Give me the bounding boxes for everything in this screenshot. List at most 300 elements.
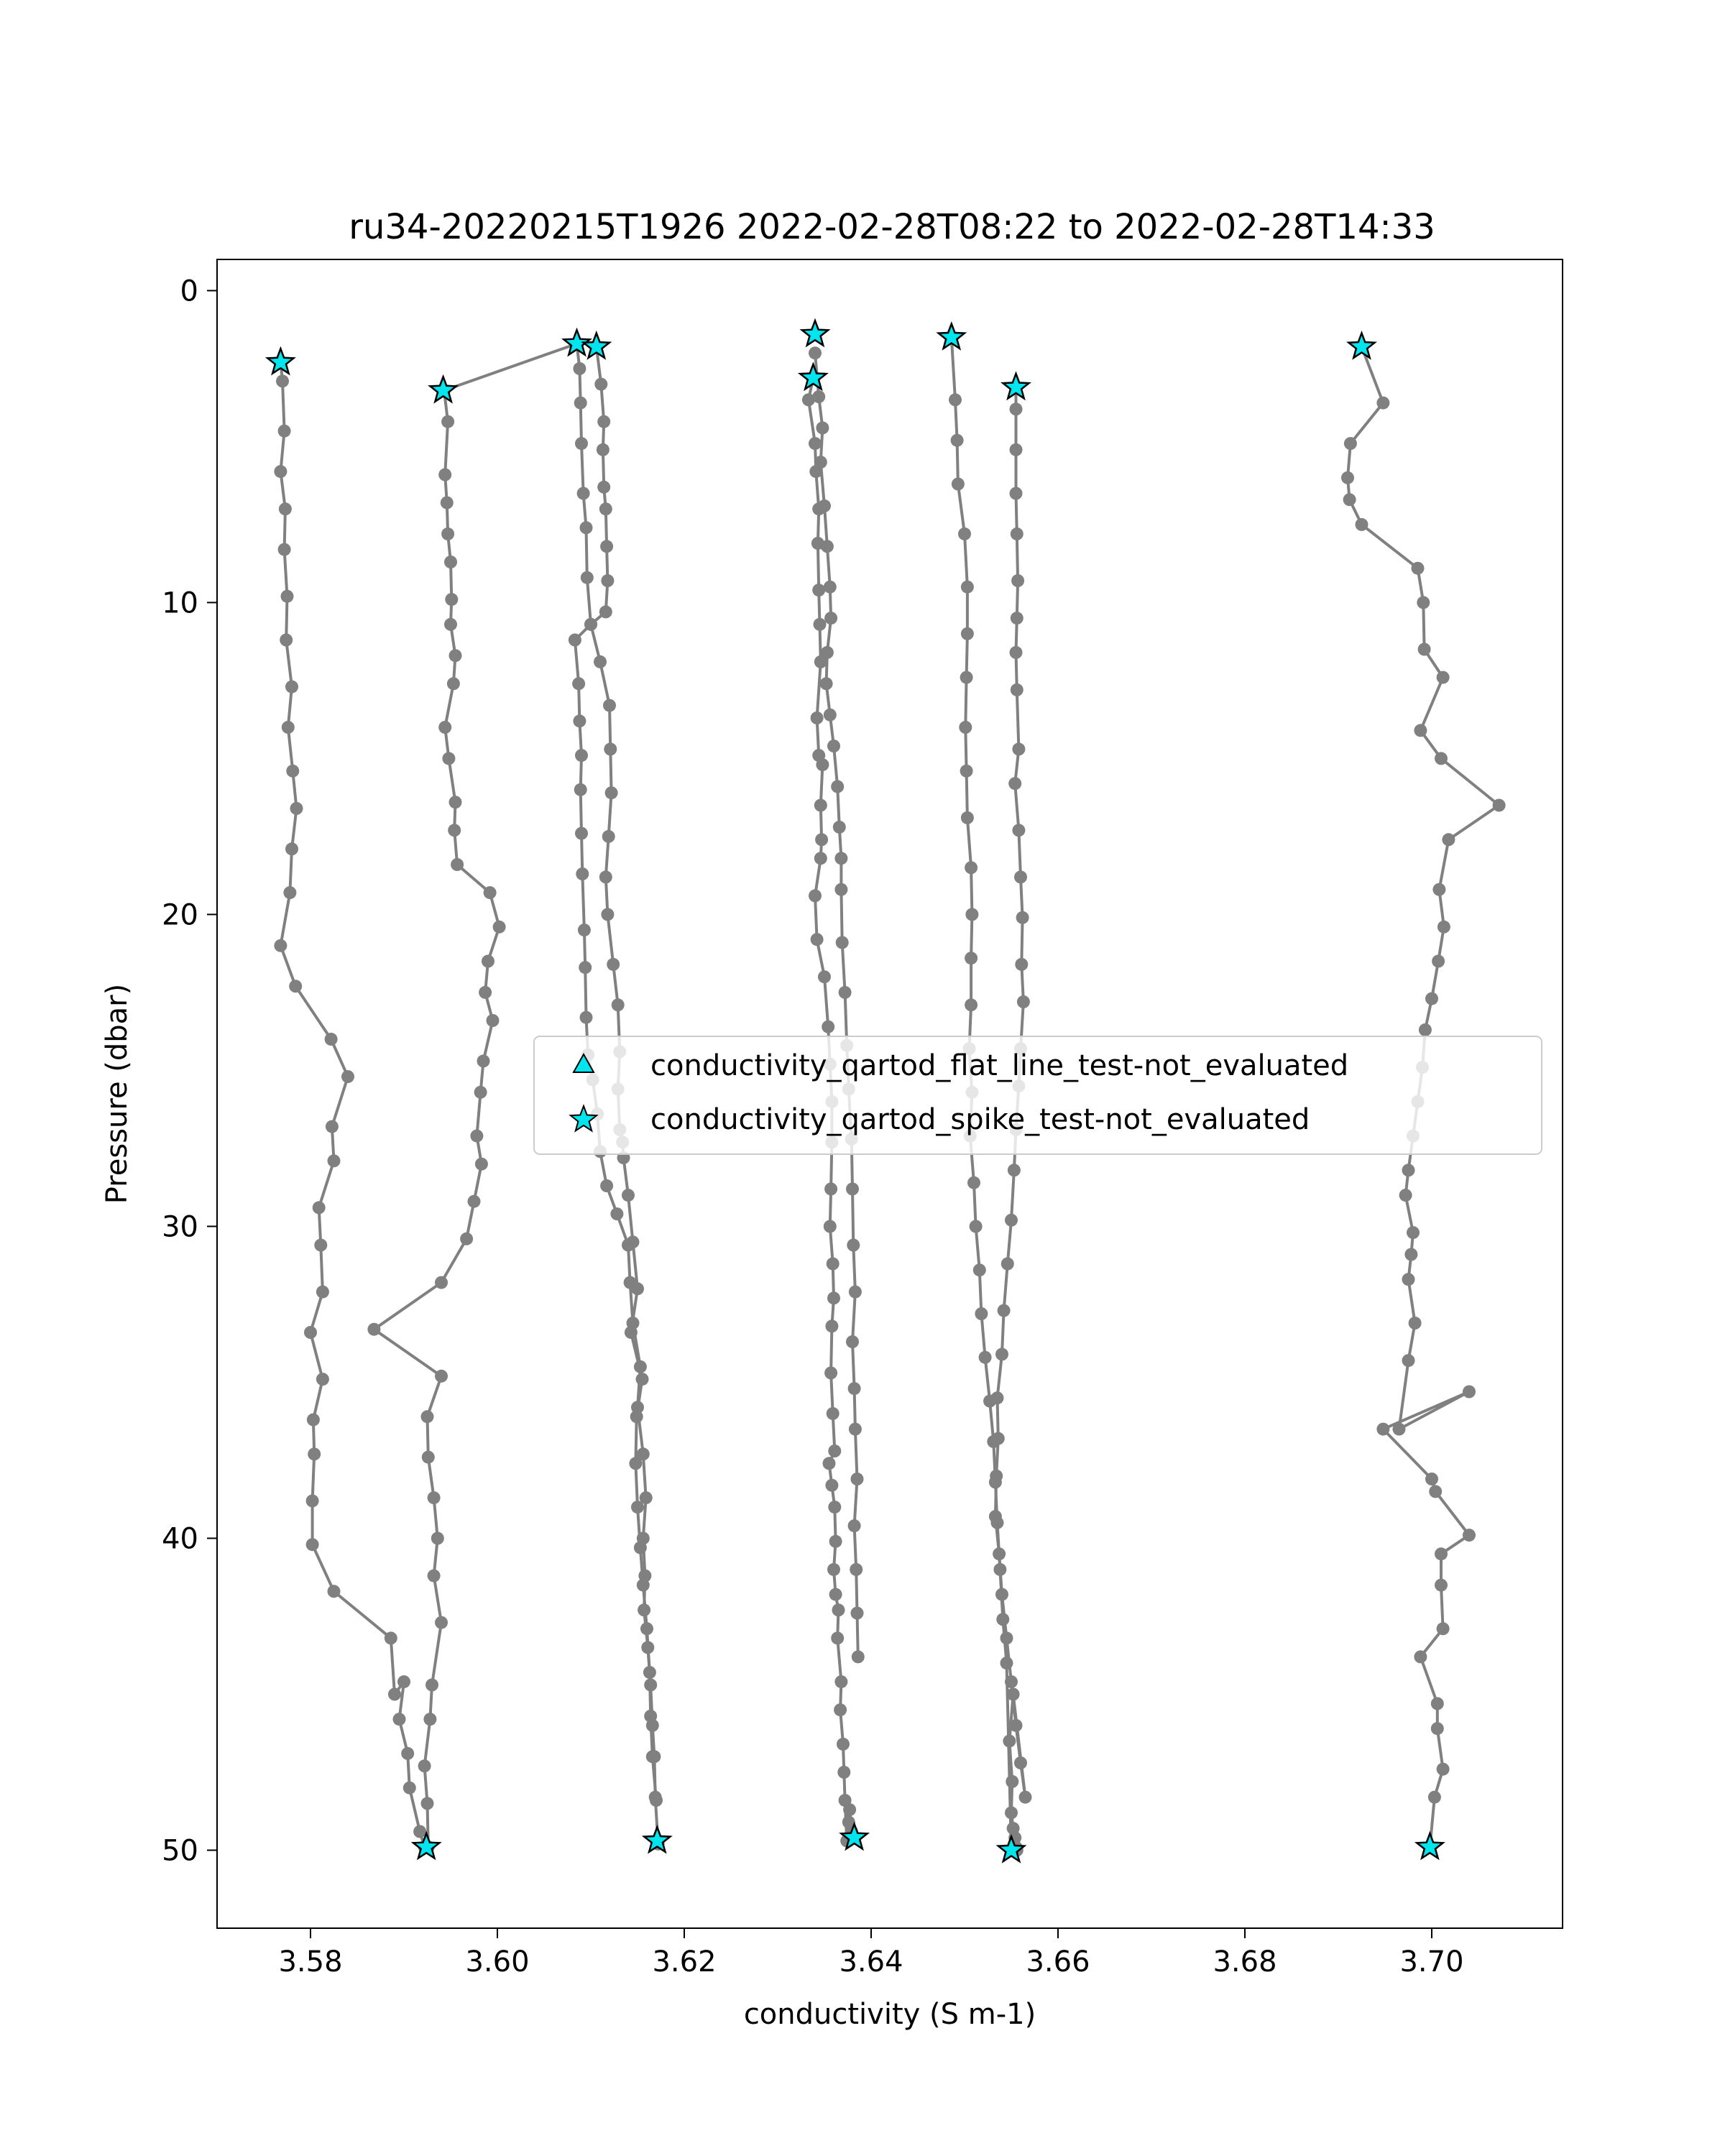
profile-point [1442,833,1455,846]
profile-point [828,1501,841,1514]
profile-point [438,721,451,734]
y-tick-label: 40 [162,1522,198,1556]
profile-point [828,1445,841,1457]
profile-point [274,939,287,952]
profile-point [600,540,613,553]
profile-point [574,397,587,410]
profile-point [1431,1697,1444,1710]
y-axis [162,275,217,1867]
profile-point [1000,1631,1013,1644]
profile-point [646,1750,659,1763]
profile-point [849,1286,862,1299]
profile-point [341,1070,354,1083]
profile-point [279,502,292,515]
profile-point [1402,1273,1415,1286]
profile-point [975,1307,988,1320]
profile-point [952,478,965,491]
profile-point [278,543,291,556]
profile-point [307,1414,320,1427]
profile-point [809,346,822,359]
profile-point [831,780,844,793]
profile-point [849,1423,862,1436]
profile-point [965,952,978,964]
profile-point [829,1588,842,1601]
profile-point [423,1713,436,1726]
profile-point [824,1220,837,1233]
profile-point [1438,921,1450,934]
profile-point [367,1323,380,1336]
profile-point [809,889,822,902]
y-tick-label: 50 [162,1834,198,1868]
spike-star-marker [431,377,456,401]
profile-point [851,1607,864,1620]
profile-point [1412,562,1425,575]
profile-point [967,1176,980,1189]
profile-point [640,1622,653,1635]
profile-point [1409,1317,1422,1330]
profile-point [306,1494,319,1507]
profile-point [832,1603,845,1616]
profile-point [597,443,610,456]
profile-point [572,677,585,690]
profile-point [821,540,834,553]
profile-point [1343,493,1356,506]
profile-point [1010,402,1023,415]
profile-point [444,556,457,568]
profile-point [449,649,462,662]
y-tick-label: 30 [162,1210,198,1244]
profile-point [1001,1258,1014,1271]
profile-point [992,1432,1005,1445]
profile-point [1356,518,1368,531]
profile-point [308,1447,321,1460]
profile-point [1404,1248,1417,1261]
profile-point [397,1675,410,1688]
profile-point [848,1519,861,1532]
profile-point [989,1510,1002,1523]
profile-point [607,958,620,971]
x-tick-label: 3.62 [652,1945,717,1978]
profile-point [1463,1529,1476,1542]
profile-point [825,1319,838,1332]
profile-point [834,1675,847,1688]
profile-point [441,497,454,510]
profile-point [958,528,971,540]
profile-point [1008,777,1021,790]
profile-point [599,870,612,883]
profile-point [441,528,454,540]
profile-point [827,1407,840,1420]
profile-point [1012,742,1025,755]
profile-point [602,830,615,843]
profile-point [579,961,592,974]
profile-point [574,783,587,796]
profile-point [274,465,287,478]
profile-point [1417,596,1430,609]
profile-point [418,1759,431,1772]
profile-point [959,721,972,734]
profile-point [1493,799,1506,812]
profile-point [605,786,618,799]
y-tick-label: 20 [162,898,198,932]
profile-point [575,827,588,840]
profile-point [827,1563,840,1576]
profile-point [584,618,597,631]
profile-point [393,1713,406,1726]
profile-point [577,487,590,500]
profile-point [1014,870,1027,883]
profile-point [965,861,978,874]
spike-star-marker [1348,333,1374,358]
profile-point [599,502,612,515]
profile-point [1435,752,1448,765]
profile-point [622,1189,635,1202]
profile-point [580,1011,593,1024]
profile-point [1006,1775,1018,1788]
profile-line-1 [280,362,424,1847]
profile-point [447,677,460,690]
profile-point [482,955,494,968]
profile-point [979,1351,992,1364]
profile-point [580,521,593,534]
profile-point [814,456,827,469]
profile-point [1376,1423,1389,1436]
profile-point [824,709,837,722]
profile-point [825,1479,838,1492]
profile-point [597,415,610,428]
profile-point [449,796,462,808]
profile-point [637,1579,650,1592]
profile-point [812,390,825,403]
profile-point [829,1535,842,1548]
profile-point [643,1666,656,1679]
profile-point [630,1410,643,1423]
profile-point [1431,1722,1444,1735]
profile-point [474,1086,487,1099]
profile-point [289,980,302,992]
profile-point [578,923,591,936]
profile-point [1437,1763,1450,1776]
profile-point [403,1782,416,1795]
x-tick-label: 3.66 [1026,1945,1090,1978]
profile-point [850,1563,862,1576]
profile-point [824,1366,837,1379]
profile-point [594,655,607,668]
profile-point [428,1491,441,1504]
spike-star-marker [1417,1833,1443,1858]
x-tick-label: 3.60 [465,1945,530,1978]
profile-point [995,1348,1008,1360]
profile-point [1376,397,1389,410]
profile-point [827,740,840,752]
profile-point [610,1207,623,1220]
profile-point [1437,671,1450,684]
profile-point [468,1195,481,1208]
profile-point [1393,1423,1406,1436]
profile-point [811,933,824,946]
profile-point [278,425,291,438]
x-tick-label: 3.64 [839,1945,903,1978]
profile-point [1432,883,1445,896]
profile-point [831,1631,844,1644]
profile-point [385,1631,397,1644]
profile-point [636,1373,649,1386]
profile-point [276,374,289,387]
profile-point [285,842,298,855]
profile-point [951,434,964,447]
profile-point [816,421,829,434]
profile-point [960,671,973,684]
profile-point [479,986,492,999]
profile-point [1008,1164,1021,1176]
profile-point [306,1538,319,1551]
profile-point [1419,1023,1432,1036]
profile-point [431,1532,444,1545]
profile-point [846,1182,859,1195]
profile-point [961,627,974,640]
profile-point [445,593,458,606]
profile-point [993,1547,1006,1560]
profile-point [634,1542,647,1554]
profile-point [827,1258,840,1271]
profile-point [428,1570,441,1583]
profile-point [290,802,303,815]
profile-point [280,634,293,647]
profile-point [304,1326,317,1339]
profile-point [824,1182,837,1195]
profile-point [1005,1675,1018,1688]
profile-point [1010,487,1023,500]
x-axis [278,1928,1463,1978]
profile-point [815,833,828,846]
profile-point [1437,1622,1450,1635]
profile-point [594,378,607,391]
profile-point [820,677,833,690]
profile-point [843,1803,856,1816]
legend [534,1036,1542,1154]
profile-point [1005,1214,1018,1227]
profile-point [599,605,612,618]
profile-point [600,1179,613,1192]
profile-point [597,481,610,494]
profile-point [824,612,837,625]
profile-point [834,1703,847,1716]
profile-point [451,858,464,871]
profile-point [314,1239,327,1252]
profile-point [460,1233,473,1245]
profile-point [818,499,831,512]
profile-point [822,1021,834,1033]
profile-point [970,1220,983,1233]
x-tick-label: 3.68 [1213,1945,1277,1978]
profile-point [442,752,455,765]
profile-point [848,1382,861,1395]
profile-point [834,883,847,896]
profile-point [1005,1806,1018,1819]
y-axis-title: Pressure (dbar) [101,983,134,1204]
profile-point [834,852,847,865]
profile-point [949,393,962,406]
profile-point [627,1235,640,1248]
profile-point [1016,911,1029,924]
profile-point [470,1130,483,1143]
profile-point [1007,1688,1020,1701]
profile-point [1003,1735,1016,1748]
profile-point [973,1263,986,1276]
profile-point [493,921,506,934]
profile-point [282,721,295,734]
profile-point [413,1825,426,1838]
profile-point [1425,1473,1438,1485]
profile-point [824,581,837,594]
profile-point [827,1291,840,1304]
profile-point [601,908,614,921]
profile-point [326,1120,339,1133]
profile-point [1402,1164,1415,1176]
profile-point [629,1457,642,1470]
profile-point [625,1326,638,1339]
profile-point [965,998,978,1011]
profile-point [852,1650,865,1663]
profile-point [575,749,588,762]
profile-point [441,415,454,428]
profile-point [285,681,298,694]
spike-star-marker [800,364,826,389]
profile-point [1428,1791,1441,1804]
profile-point [1014,1756,1027,1769]
profile-point [1402,1354,1415,1367]
y-tick-label: 10 [162,586,198,620]
profile-point [475,1158,488,1171]
profile-point [837,1766,850,1779]
profile-point [1432,955,1445,968]
profile-point [1341,471,1354,484]
profile-point [631,1282,644,1295]
profile-point [650,1794,663,1807]
profile-point [816,758,829,771]
profile-point [812,584,825,596]
profile-point [1011,612,1024,625]
profile-point [581,571,594,584]
profile-point [1011,528,1024,540]
profile-point [1435,1579,1448,1592]
profile-point [1463,1386,1476,1399]
profile-point [573,362,586,375]
profile-point [814,799,827,812]
profile-point [328,1154,341,1167]
profile-point [487,1014,500,1027]
profile-point [1425,992,1438,1005]
profile-point [814,852,827,865]
profile-point [281,590,294,603]
legend-entry-spike: conductivity_qartod_spike_test-not_evaluated [650,1103,1310,1136]
profile-point [426,1679,438,1692]
profile-point [328,1585,341,1598]
profile-point [444,618,457,631]
profile-point [1011,683,1024,696]
profile-point [316,1373,329,1386]
profile-point [601,574,614,587]
profile-point [435,1276,448,1289]
profile-point [809,437,822,450]
profile-point [1418,643,1431,656]
profile-point [1399,1189,1412,1202]
profile-point [477,1054,490,1067]
profile-point [823,1457,836,1470]
profile-point [1011,574,1024,587]
profile-point [603,699,616,712]
profile-point [283,886,296,899]
x-tick-label: 3.70 [1399,1945,1464,1978]
profile-point [960,765,973,778]
profile-point [961,811,974,824]
profile-point [612,998,625,1011]
profile-point [833,821,846,834]
profile-point [575,437,588,450]
x-tick-label: 3.58 [278,1945,343,1978]
profile-point [846,1335,859,1348]
profile-point [814,618,827,631]
x-axis-title: conductivity (S m-1) [743,1998,1036,2031]
profile-point [995,1588,1008,1601]
profile-point [839,986,852,999]
profile-point [818,970,831,983]
profile-point [1012,824,1025,837]
profile-point [644,1710,657,1723]
profile-point [422,1451,435,1464]
profile-point [1435,1547,1448,1560]
profile-point [569,634,581,647]
profile-point [401,1747,414,1760]
profile-point [576,867,589,880]
profile-point [991,1391,1004,1404]
profile-point [1429,1485,1442,1498]
profile-point [1017,995,1030,1008]
profile-point [1414,1650,1427,1663]
profile-point [821,646,834,659]
profile-point [1414,724,1427,737]
profile-point [438,469,451,482]
profile-point [1010,1719,1023,1732]
profile-point [847,1239,860,1252]
profile-point [435,1616,448,1629]
profile-point [316,1286,329,1299]
profile-point [851,1473,864,1485]
profile-point [837,1738,850,1751]
profile-point [1010,646,1023,659]
profile-point [836,936,849,949]
profile-point [313,1201,326,1214]
profile-point [811,711,824,724]
profile-point [1010,443,1023,456]
profile-point [421,1797,434,1810]
y-tick-label: 0 [180,275,198,308]
profile-point [998,1304,1011,1317]
profile-point [484,886,497,899]
profile-point [1019,1791,1032,1804]
profile-point [990,1470,1003,1483]
profile-point [1407,1226,1420,1239]
profile-point [286,765,299,778]
profile-point [573,714,586,727]
legend-entry-flat-line: conductivity_qartod_flat_line_test-not_evaluated [650,1049,1349,1082]
profile-point [448,824,461,837]
profile-point [1344,437,1357,450]
profile-point [965,908,978,921]
profile-point [1015,958,1028,971]
chart-title: ru34-20220215T1926 2022-02-28T08:22 to 2022-02-28T14:33 [349,207,1435,247]
profile-point [421,1410,434,1423]
